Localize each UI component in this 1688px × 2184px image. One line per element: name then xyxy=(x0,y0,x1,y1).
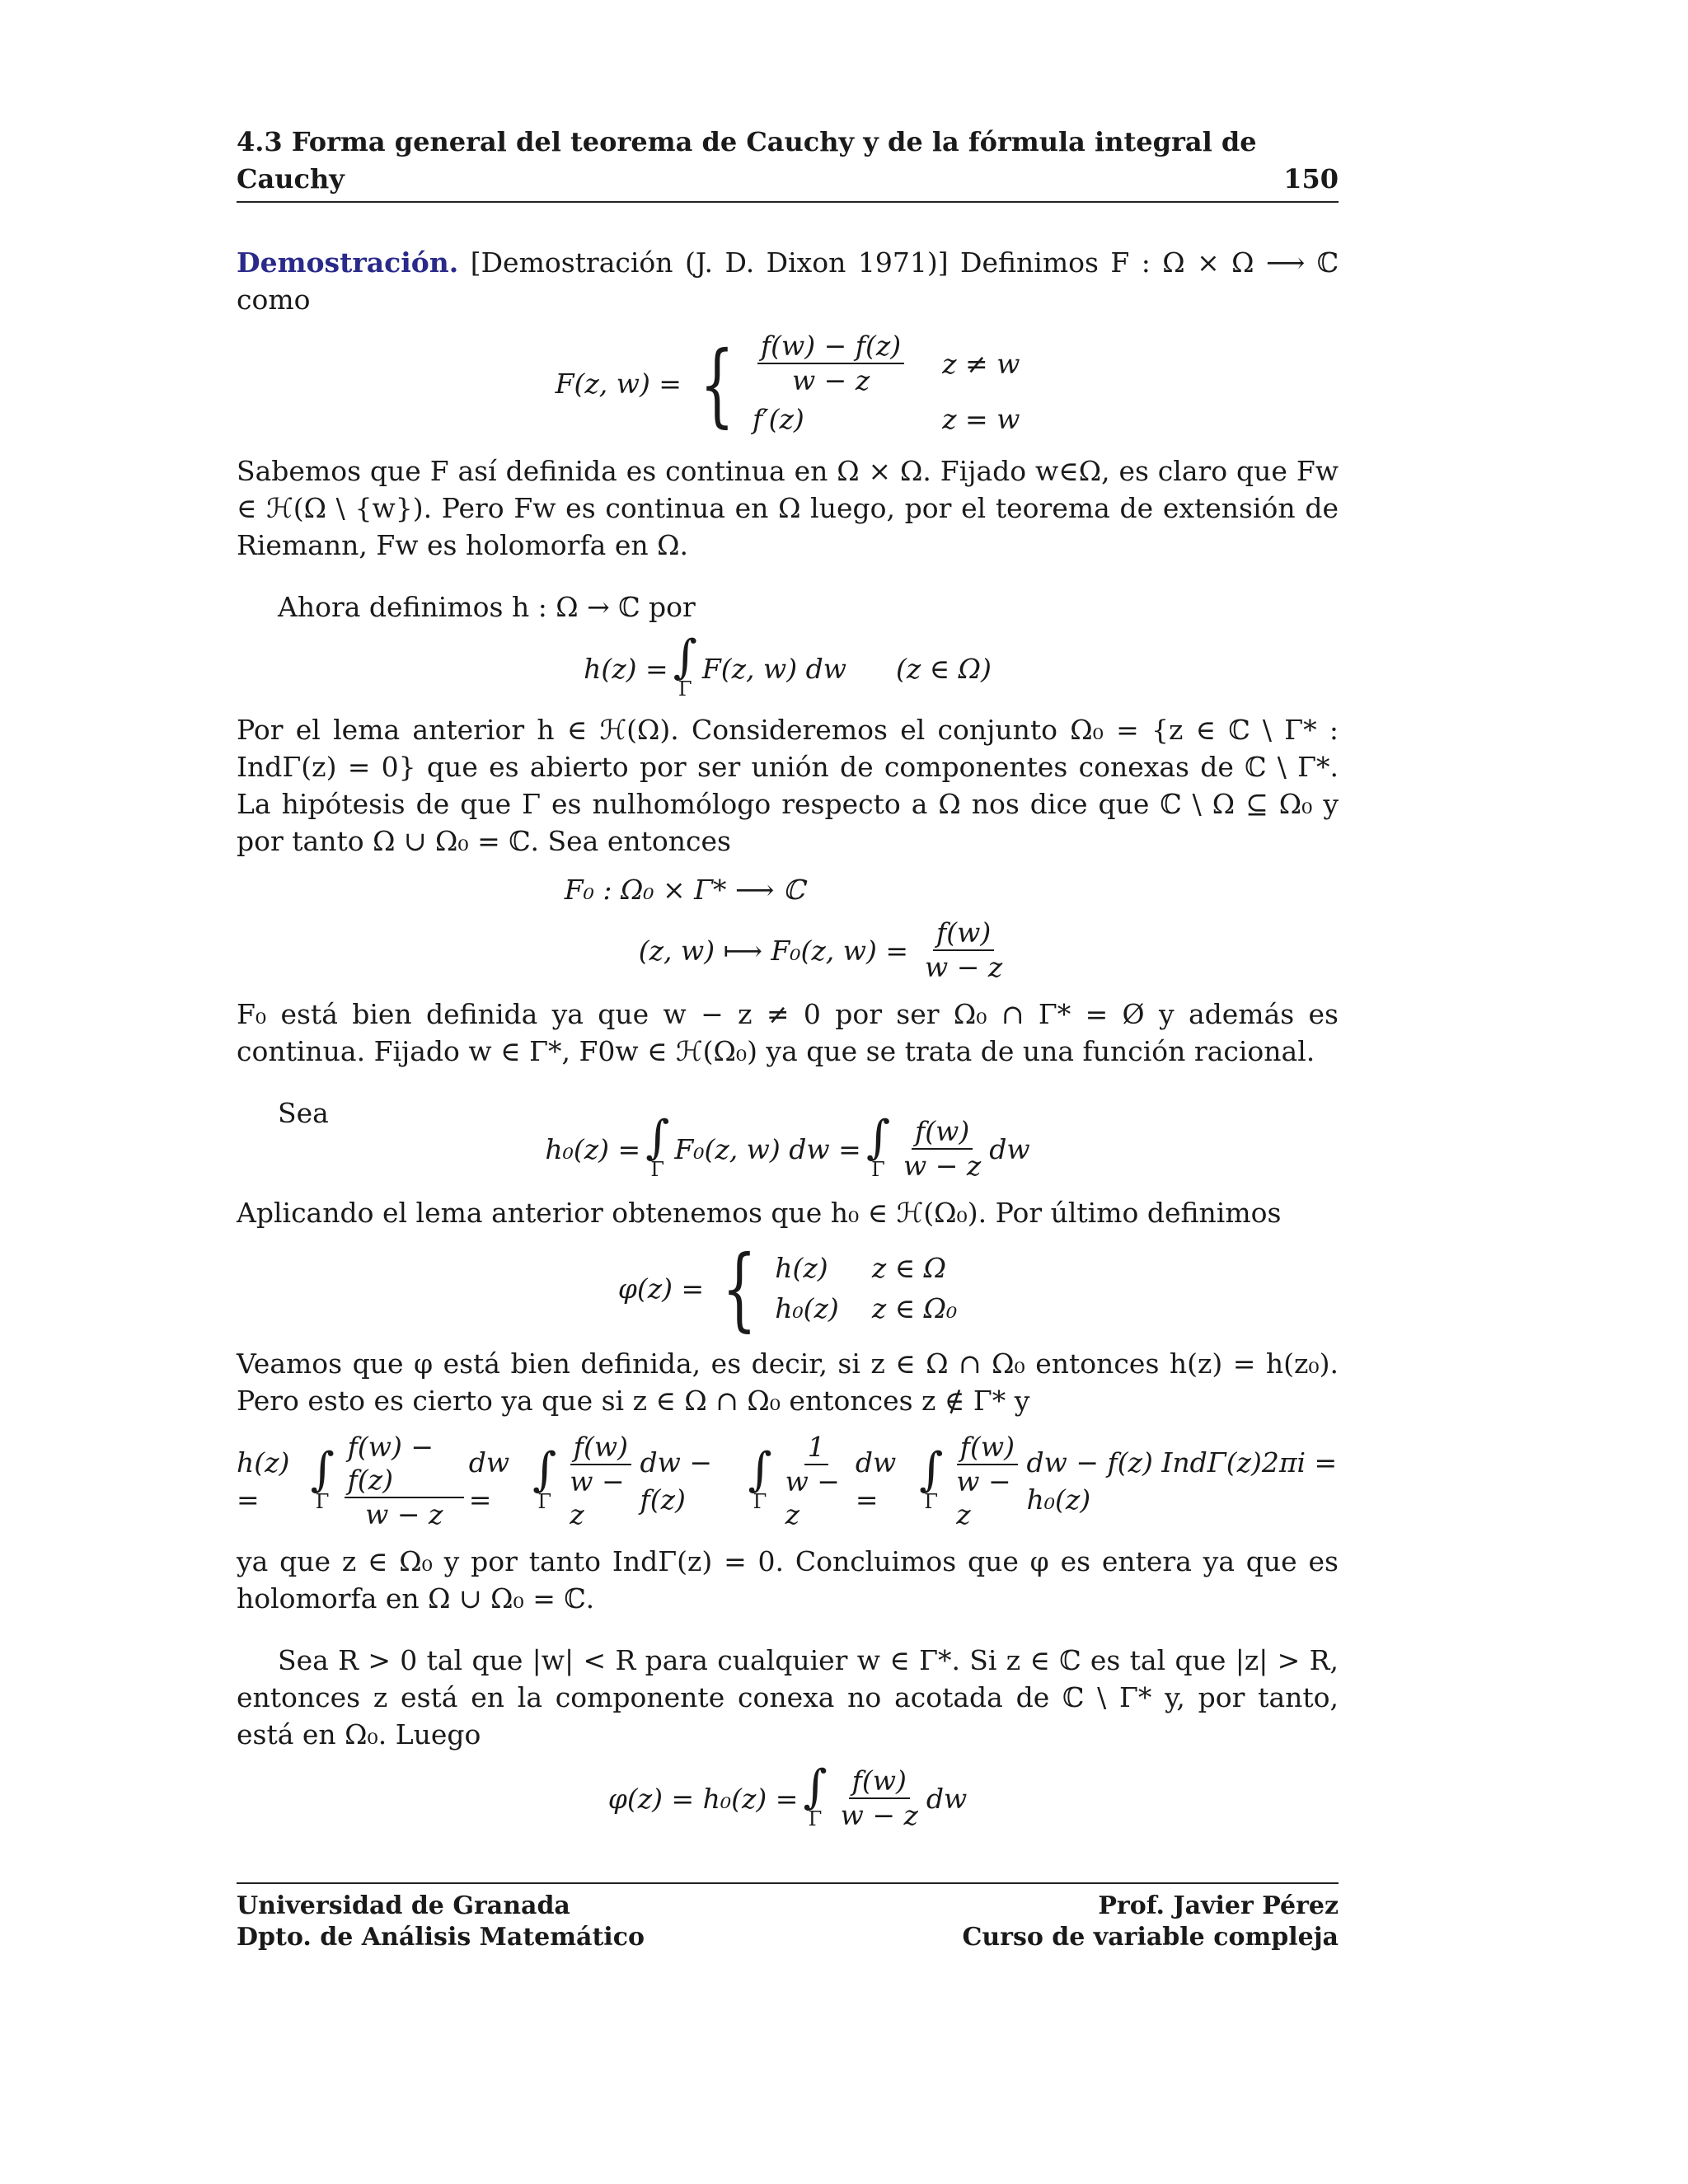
eq3-denominator: w − z xyxy=(925,951,1003,983)
paragraph-unbounded-component: Sea R > 0 tal que |w| < R para cualquier w ∈ Γ*. Si z ∈ ℂ es tal que |z| > R, entonces z está en la componente conexa no acotada de ℂ \ Γ* y, por tanto, está en Ω₀. Luego xyxy=(237,1644,1339,1750)
eq4-denominator: w − z xyxy=(903,1150,982,1182)
eq1-case-2: f′(z) xyxy=(752,403,804,435)
paragraph-sea: Sea xyxy=(278,1097,329,1129)
eq3-line-1: F₀ : Ω₀ × Γ* ⟶ ℂ xyxy=(564,874,805,906)
integral-sign: ∫ Γ xyxy=(919,1443,944,1513)
eq7-fraction: $\frac{f(w)}{w - z}$ xyxy=(840,1765,918,1831)
proof-intro-text: [Demostración (J. D. Dixon 1971)] Definimos F : Ω × Ω ⟶ ℂ como xyxy=(237,246,1339,316)
footer-right xyxy=(962,1891,1339,1953)
left-brace: { xyxy=(699,330,734,437)
eq3-fraction xyxy=(921,916,1006,984)
eq4-tail: dw xyxy=(989,1132,1030,1165)
eq1-numerator: f(w) − f(z) xyxy=(757,330,904,364)
integral-sign: ∫ Γ xyxy=(748,1443,772,1513)
equation-F0-map xyxy=(237,871,1339,984)
eq2-integrand: F(z, w) dw xyxy=(701,652,846,685)
eq6-term-1: dw = xyxy=(468,1446,510,1516)
eq1-condition-2: z = w xyxy=(942,403,1020,435)
running-footer xyxy=(237,1882,1339,1953)
eq4-middle: F₀(z, w) dw = xyxy=(674,1132,861,1165)
eq5-case-2: h₀(z) xyxy=(775,1292,839,1324)
eq6-fraction-1: $\frac{f(w) - f(z)}{w - z}$ xyxy=(345,1431,464,1531)
eq1-fraction xyxy=(757,330,904,397)
integral-sign: ∫ Γ xyxy=(803,1760,828,1830)
running-header xyxy=(237,124,1339,203)
eq6-fraction-4: $\frac{f(w)}{w - z}$ xyxy=(953,1431,1021,1531)
eq5-cases xyxy=(775,1249,957,1327)
section-title: 4.3 Forma general del teorema de Cauchy y de la fórmula integral de Cauchy xyxy=(237,126,1257,194)
eq6-lhs: h(z) = xyxy=(237,1446,290,1516)
eq1-denominator: w − z xyxy=(791,364,870,396)
paragraph-omega0: Por el lema anterior h ∈ ℋ(Ω). Consideremos el conjunto Ω₀ = {z ∈ ℂ \ Γ* : IndΓ(z) = 0} que es abierto por ser unión de componentes conexas de ℂ \ Γ*. La hipótesis de que Γ es nulhomólogo respecto a Ω nos dice que ℂ \ Ω ⊆ Ω₀ y por tanto Ω ∪ Ω₀ = ℂ. Sea entonces xyxy=(237,714,1339,857)
proof-label: Demostración. xyxy=(237,246,459,279)
eq6-fraction-2: $\frac{f(w)}{w - z}$ xyxy=(566,1431,635,1531)
eq5-condition-1: z ∈ Ω xyxy=(871,1252,946,1284)
eq4-fraction xyxy=(900,1115,984,1183)
left-brace: { xyxy=(722,1235,757,1341)
eq3-line-2: (z, w) ⟼ F₀(z, w) = xyxy=(638,934,908,967)
equation-phi-integral xyxy=(237,1760,1339,1832)
paragraph-phi-entire: ya que z ∈ Ω₀ y por tanto IndΓ(z) = 0. Concluimos que φ es entera ya que es holomorfa en Ω ∪ Ω₀ = ℂ. xyxy=(237,1545,1339,1615)
footer-course: Curso de variable compleja xyxy=(962,1923,1339,1952)
page-number: 150 xyxy=(1283,163,1339,194)
equation-h-definition xyxy=(237,630,1339,701)
eq1-condition-1: z ≠ w xyxy=(942,347,1020,380)
eq7-lhs: φ(z) = h₀(z) = xyxy=(607,1782,799,1815)
integral-sign: ∫ Γ xyxy=(865,1111,890,1181)
eq5-case-1: h(z) xyxy=(775,1252,828,1284)
eq2-lhs: h(z) = xyxy=(584,652,668,685)
eq7-tail: dw xyxy=(926,1782,968,1815)
eq6-term-2: dw − f(z) xyxy=(640,1446,713,1516)
eq4-numerator: f(w) xyxy=(912,1115,973,1150)
footer-left xyxy=(237,1891,645,1953)
paragraph-phi-well-defined: Veamos que φ está bien definida, es decir, si z ∈ Ω ∩ Ω₀ entonces h(z) = h(z₀). Pero esto es cierto ya que si z ∈ Ω ∩ Ω₀ entonces z ∉ Γ* y xyxy=(237,1347,1339,1417)
eq5-condition-2: z ∈ Ω₀ xyxy=(871,1292,958,1324)
equation-F-definition xyxy=(237,330,1339,438)
footer-department: Dpto. de Análisis Matemático xyxy=(237,1923,645,1952)
eq6-term-4: dw − f(z) IndΓ(z)2πi = h₀(z) xyxy=(1026,1446,1338,1516)
eq6-fraction-3: $\frac{1}{w - z}$ xyxy=(785,1431,840,1530)
equation-h-chain xyxy=(237,1431,1339,1531)
eq6-term-3: dw = xyxy=(855,1446,897,1516)
eq2-condition: (z ∈ Ω) xyxy=(895,652,992,685)
equation-phi-definition xyxy=(237,1235,1339,1341)
eq4-lhs: h₀(z) = xyxy=(545,1132,641,1165)
eq3-numerator: f(w) xyxy=(933,916,994,951)
page xyxy=(237,124,1339,1844)
eq1-lhs: F(z, w) = xyxy=(555,368,682,400)
paragraph-define-h: Ahora definimos h : Ω → ℂ por xyxy=(278,591,696,623)
proof-intro xyxy=(237,244,1339,318)
paragraph-continuity: Sabemos que F así definida es continua en Ω × Ω. Fijado w∈Ω, es claro que Fw ∈ ℋ(Ω \ {w}). Pero Fw es continua en Ω luego, por el teorema de extensión de Riemann, Fw es holomorfa en Ω. xyxy=(237,455,1339,561)
integral-sign: ∫ Γ xyxy=(310,1443,335,1513)
eq5-lhs: φ(z) = xyxy=(617,1272,705,1305)
integral-sign: ∫ Γ xyxy=(532,1443,557,1513)
integral-sign: ∫ Γ xyxy=(673,630,697,701)
integral-sign: ∫ Γ xyxy=(645,1111,670,1181)
paragraph-F0-well-defined: F₀ está bien definida ya que w − z ≠ 0 por ser Ω₀ ∩ Γ* = Ø y además es continua. Fijado w ∈ Γ*, F0w ∈ ℋ(Ω₀) ya que se trata de una función racional. xyxy=(237,998,1339,1067)
paragraph-h0-holomorphic: Aplicando el lema anterior obtenemos que h₀ ∈ ℋ(Ω₀). Por último definimos xyxy=(237,1197,1282,1229)
footer-university: Universidad de Granada xyxy=(237,1891,570,1920)
footer-author: Prof. Javier Pérez xyxy=(1098,1891,1339,1920)
eq1-cases xyxy=(753,330,1020,438)
